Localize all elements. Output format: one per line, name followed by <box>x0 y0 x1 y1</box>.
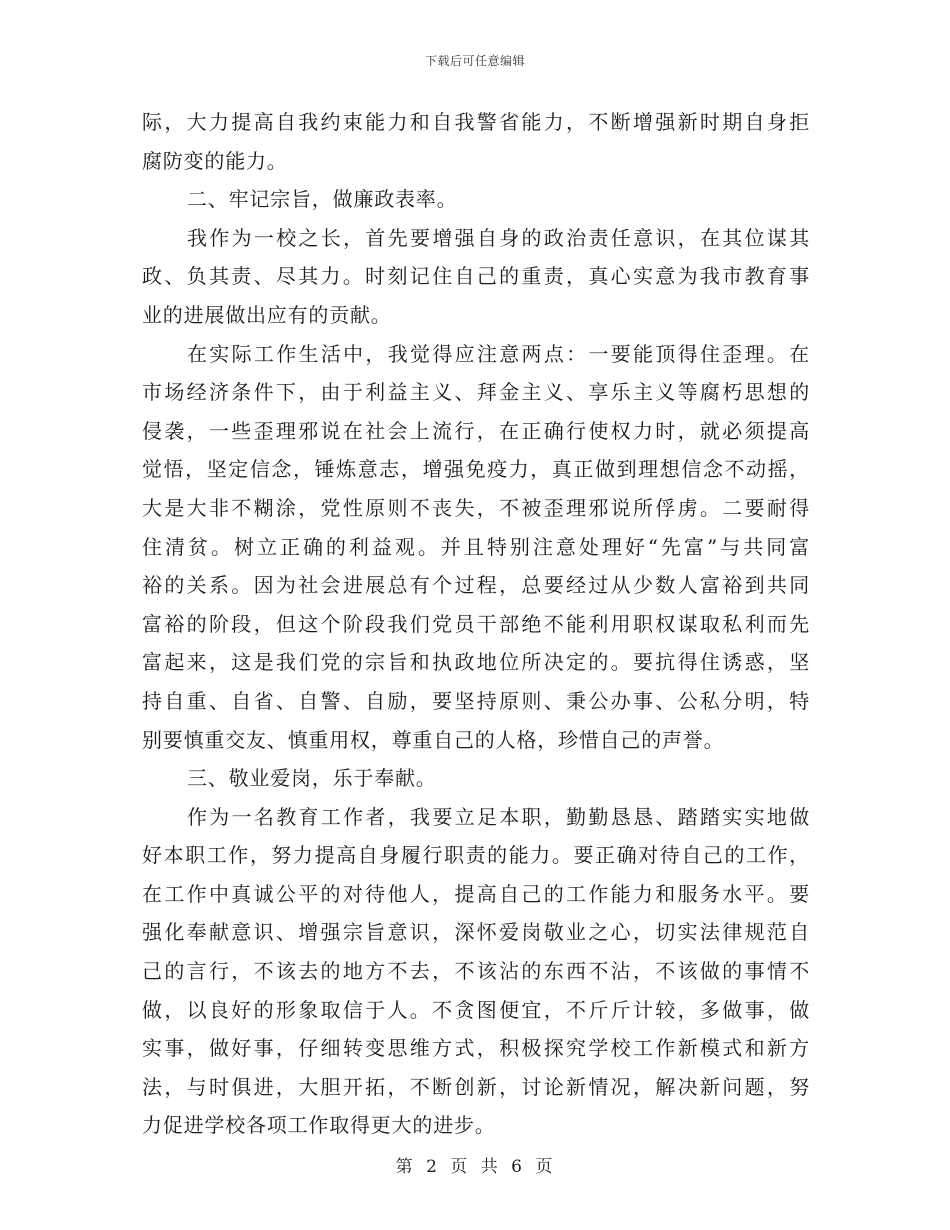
page-number: 第 2 页 共 6 页 <box>395 1157 555 1177</box>
text-line: 大是大非不糊涂，党性原则不丧失，不被歪理邪说所俘虏。二要耐得 <box>142 495 810 520</box>
text-line: 在工作中真诚公平的对待他人，提高自己的工作能力和服务水平。要 <box>142 881 810 906</box>
text-line: 作为一名教育工作者，我要立足本职，勤勤恳恳、踏踏实实地做 <box>187 804 810 829</box>
text-line: 在实际工作生活中，我觉得应注意两点：一要能顶得住歪理。在 <box>187 341 810 366</box>
section-heading: 二、牢记宗旨，做廉政表率。 <box>187 187 458 212</box>
page-header: 下载后可任意编辑 <box>424 54 525 68</box>
text-line: 富起来，这是我们党的宗旨和执政地位所决定的。要抗得住诱惑，坚 <box>142 650 810 675</box>
text-line: 侵袭，一些歪理邪说在社会上流行，在正确行使权力时，就必须提高 <box>142 418 810 443</box>
text-line: 市场经济条件下，由于利益主义、拜金主义、享乐主义等腐朽思想的 <box>142 380 810 405</box>
text-line: 别要慎重交友、慎重用权，尊重自己的人格，珍惜自己的声誉。 <box>142 727 725 752</box>
text-line: 业的进展做出应有的贡献。 <box>142 302 392 327</box>
text-line: 己的言行，不该去的地方不去，不该沾的东西不沾，不该做的事情不 <box>142 959 810 984</box>
text-line: 力促进学校各项工作取得更大的进步。 <box>142 1113 496 1138</box>
text-line: 持自重、自省、自警、自励，要坚持原则、秉公办事、公私分明，特 <box>142 688 810 713</box>
document-body <box>142 103 810 1145</box>
text-line: 做，以良好的形象取信于人。不贪图便宜，不斤斤计较，多做事，做 <box>142 997 810 1022</box>
section-heading: 三、敬业爱岗，乐于奉献。 <box>187 766 437 791</box>
text-line: 腐防变的能力。 <box>142 148 288 173</box>
text-line: 我作为一校之长，首先要增强自身的政治责任意识，在其位谋其 <box>187 225 810 250</box>
text-line: 裕的关系。因为社会进展总有个过程，总要经过从少数人富裕到共同 <box>142 573 810 598</box>
text-line: 觉悟，坚定信念，锤炼意志，增强免疫力，真正做到理想信念不动摇， <box>142 457 810 482</box>
text-line: 际，大力提高自我约束能力和自我警省能力，不断增强新时期自身拒 <box>142 110 810 134</box>
text-line: 富裕的阶段，但这个阶段我们党员干部绝不能利用职权谋取私利而先 <box>142 611 810 636</box>
text-line: 法，与时俱进，大胆开拓，不断创新，讨论新情况，解决新问题，努 <box>142 1074 810 1099</box>
text-line: 实事，做好事，仔细转变思维方式，积极探究学校工作新模式和新方 <box>142 1036 810 1061</box>
text-line: 住清贫。树立正确的利益观。并且特别注意处理好“先富”与共同富 <box>142 534 810 559</box>
text-line: 强化奉献意识、增强宗旨意识，深怀爱岗敬业之心，切实法律规范自 <box>142 920 810 945</box>
text-line: 好本职工作，努力提高自身履行职责的能力。要正确对待自己的工作， <box>142 843 810 868</box>
text-line: 政、负其责、尽其力。时刻记住自己的重责，真心实意为我市教育事 <box>142 264 810 289</box>
